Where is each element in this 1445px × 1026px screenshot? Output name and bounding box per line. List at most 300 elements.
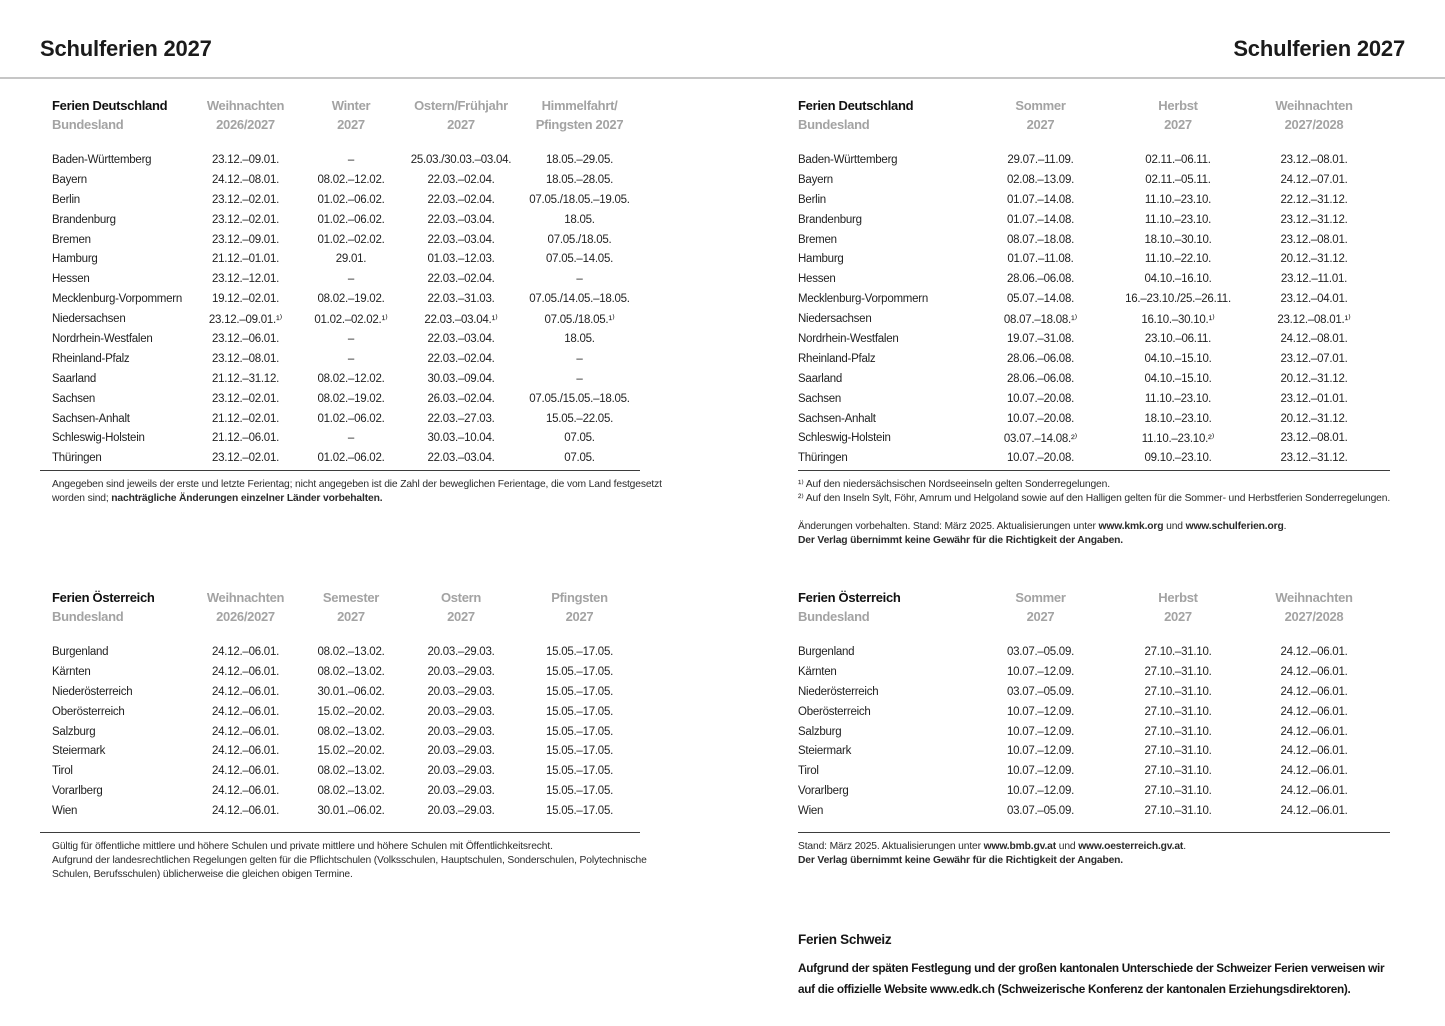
column-header <box>299 96 403 134</box>
state-name-cell: Mecklenburg-Vorpommern <box>52 293 183 306</box>
date-range-cell: 23.12.–04.01. <box>1280 293 1348 306</box>
date-range-cell: 20.03.–29.03. <box>427 705 495 718</box>
column-header-line: Winter <box>331 98 371 113</box>
table-row <box>52 662 640 682</box>
state-name-cell: Thüringen <box>798 452 848 465</box>
date-range-cell: 27.10.–31.10. <box>1144 785 1212 798</box>
date-range-cell: 24.12.–06.01. <box>211 785 280 798</box>
column-header-line: 2027 <box>447 609 475 624</box>
table-row <box>52 210 640 230</box>
date-range-cell: 01.07.–14.08. <box>1006 193 1075 206</box>
column-header-line: 2027 <box>1164 117 1192 132</box>
date-range-cell: 22.03.–03.04. <box>427 332 495 345</box>
table-row <box>798 781 1390 801</box>
date-range-cell: 23.12.–02.01. <box>211 392 280 405</box>
date-range-cell: 24.12.–06.01. <box>211 805 280 818</box>
date-range-cell: 15.05.–22.05. <box>545 412 614 425</box>
footnote-austria-right <box>798 840 1186 868</box>
column-header-line: 2027/2028 <box>1284 609 1344 624</box>
state-name-cell: Burgenland <box>52 645 109 658</box>
date-range-cell: – <box>347 153 355 166</box>
state-name-cell: Niederösterreich <box>798 685 879 698</box>
date-range-cell: 11.10.–22.10. <box>1144 253 1212 266</box>
footnote-line <box>798 506 1390 520</box>
footnote-line: Aufgrund der späten Festlegung und der großen kantonalen Unterschiede der Schweizer Ferien verweisen wir <box>798 961 1385 975</box>
date-range-cell: 03.07.–05.09. <box>1006 645 1075 658</box>
date-range-cell: 04.10.–15.10. <box>1144 352 1212 365</box>
date-range-cell: – <box>576 273 583 286</box>
table-row <box>798 761 1390 781</box>
table-row <box>798 448 1390 468</box>
table-row <box>52 428 640 448</box>
table-row <box>52 369 640 389</box>
table-row <box>798 210 1390 230</box>
column-header-line: Pfingsten <box>551 590 608 605</box>
table-row <box>798 309 1390 329</box>
footnote-line: ²⁾ Auf den Inseln Sylt, Föhr, Amrum und Helgoland sowie auf den Halligen gelten für die Sommer- und Herbstferien Sonderregelungen. <box>798 493 1391 504</box>
footnote-line: ¹⁾ Auf den niedersächsischen Nordseeinseln gelten Sonderregelungen. <box>798 479 1110 490</box>
date-range-cell: 24.12.–06.01. <box>211 765 280 778</box>
table-row <box>798 702 1390 722</box>
date-range-cell: – <box>576 352 583 365</box>
table-subtitle: Bundesland <box>52 609 124 624</box>
column-header-line: Weihnachten <box>206 98 285 113</box>
date-range-cell: 08.02.–13.02. <box>317 765 385 778</box>
table-row <box>52 249 640 269</box>
date-range-cell: 07.05./18.05.–19.05. <box>529 193 630 206</box>
date-range-cell: 11.10.–23.10. <box>1144 213 1212 226</box>
date-range-cell: 07.05.–14.05. <box>545 253 614 266</box>
date-range-cell: 30.01.–06.02. <box>317 805 385 818</box>
state-name-cell: Oberösterreich <box>52 705 125 718</box>
state-name-cell: Kärnten <box>798 665 837 678</box>
date-range-cell: 10.07.–12.09. <box>1006 745 1075 758</box>
date-range-cell: 29.07.–11.09. <box>1007 153 1074 166</box>
date-range-cell: 02.11.–06.11. <box>1145 153 1211 166</box>
date-range-cell: 24.12.–06.01. <box>211 665 280 678</box>
state-name-cell: Niederösterreich <box>52 685 133 698</box>
date-range-cell: 24.12.–07.01. <box>1280 173 1348 186</box>
table-row <box>52 349 640 369</box>
date-range-cell: 24.12.–06.01. <box>1280 745 1348 758</box>
table-row <box>798 389 1390 409</box>
date-range-cell: 27.10.–31.10. <box>1144 685 1212 698</box>
state-name-cell: Bremen <box>798 233 837 246</box>
date-range-cell: 24.12.–08.01. <box>211 173 280 186</box>
table-body <box>52 150 640 468</box>
date-range-cell: 18.05.–29.05. <box>545 153 614 166</box>
date-range-cell: 16.–23.10./25.–26.11. <box>1125 293 1231 306</box>
date-range-cell: 08.02.–13.02. <box>317 785 385 798</box>
table-title: Ferien Österreich <box>52 590 155 605</box>
date-range-cell: 22.03.–03.04. <box>427 213 495 226</box>
table-row <box>798 249 1390 269</box>
date-range-cell: 07.05. <box>564 452 595 465</box>
date-range-cell: 15.05.–17.05. <box>545 685 614 698</box>
state-name-cell: Mecklenburg-Vorpommern <box>798 293 929 306</box>
date-range-cell: 03.07.–14.08.²⁾ <box>1003 433 1078 446</box>
date-range-cell: 03.07.–05.09. <box>1006 805 1075 818</box>
state-name-cell: Wien <box>798 805 824 818</box>
table-row <box>798 682 1390 702</box>
date-range-cell: 24.12.–06.01. <box>211 645 280 658</box>
date-range-cell: 20.03.–29.03. <box>427 725 495 738</box>
date-range-cell: 15.02.–20.02. <box>317 705 385 718</box>
date-range-cell: 20.12.–31.12. <box>1280 253 1348 266</box>
table-subtitle: Bundesland <box>798 609 870 624</box>
date-range-cell: 23.12.–09.01. <box>211 153 280 166</box>
footnote-line: Der Verlag übernimmt keine Gewähr für die Richtigkeit der Angaben. <box>798 535 1124 546</box>
date-range-cell: 08.02.–12.02. <box>317 173 385 186</box>
date-range-cell: 22.03.–03.04. <box>427 233 495 246</box>
column-header <box>1118 96 1238 134</box>
column-header <box>963 96 1118 134</box>
date-range-cell: 10.07.–12.09. <box>1006 665 1075 678</box>
column-header-line: 2027 <box>1026 117 1055 132</box>
column-header <box>519 588 640 626</box>
column-header-line: Semester <box>322 590 380 605</box>
table-row <box>52 642 640 662</box>
date-range-cell: 08.02.–12.02. <box>317 372 385 385</box>
date-range-cell: 20.03.–29.03. <box>427 645 495 658</box>
table-row <box>52 170 640 190</box>
date-range-cell: – <box>347 273 355 286</box>
date-range-cell: 23.12.–02.01. <box>211 213 280 226</box>
table-row <box>52 781 640 801</box>
date-range-cell: 20.03.–29.03. <box>427 745 495 758</box>
date-range-cell: 27.10.–31.10. <box>1144 645 1212 658</box>
state-name-cell: Berlin <box>798 193 826 206</box>
date-range-cell: 23.12.–08.01.¹⁾ <box>1277 314 1351 327</box>
state-name-cell: Vorarlberg <box>798 785 849 798</box>
state-name-cell: Baden-Württemberg <box>52 153 152 166</box>
state-name-cell: Sachsen-Anhalt <box>52 412 130 425</box>
date-range-cell: 22.03.–27.03. <box>427 412 495 425</box>
date-range-cell: 27.10.–31.10. <box>1144 705 1212 718</box>
column-header-line: 2027 <box>337 609 365 624</box>
date-range-cell: 27.10.–31.10. <box>1144 805 1212 818</box>
date-range-cell: 28.06.–06.08. <box>1006 372 1075 385</box>
date-range-cell: 09.10.–23.10. <box>1144 452 1212 465</box>
date-range-cell: 20.03.–29.03. <box>427 665 495 678</box>
date-range-cell: 08.07.–18.08. <box>1006 233 1075 246</box>
table-row <box>798 150 1390 170</box>
date-range-cell: 24.12.–06.01. <box>211 725 280 738</box>
date-range-cell: 18.05. <box>564 332 595 345</box>
state-name-cell: Brandenburg <box>798 213 862 226</box>
switzerland-heading: Ferien Schweiz <box>798 932 892 947</box>
column-header-line: Weihnachten <box>206 590 285 605</box>
date-range-cell: 11.10.–23.10. <box>1144 193 1212 206</box>
state-name-cell: Bayern <box>52 173 87 186</box>
column-header-line: 2027 <box>1026 609 1055 624</box>
state-name-cell: Saarland <box>52 372 97 385</box>
date-range-cell: 08.02.–13.02. <box>317 665 385 678</box>
column-header <box>192 588 299 626</box>
state-name-cell: Tirol <box>798 765 819 778</box>
date-range-cell: 24.12.–06.01. <box>1280 665 1348 678</box>
date-range-cell: 20.03.–29.03. <box>427 785 495 798</box>
date-range-cell: 24.12.–06.01. <box>211 745 280 758</box>
column-header-line: 2026/2027 <box>216 609 275 624</box>
column-header <box>403 588 519 626</box>
date-range-cell: 21.12.–31.12. <box>211 372 280 385</box>
date-range-cell: 10.07.–20.08. <box>1006 392 1075 405</box>
footnote-line: Stand: März 2025. Aktualisierungen unter www.bmb.gv.at und www.oesterreich.gv.at. <box>798 841 1186 852</box>
state-name-cell: Brandenburg <box>52 213 116 226</box>
date-range-cell: 22.03.–02.04. <box>427 273 495 286</box>
date-range-cell: 01.02.–02.02.¹⁾ <box>314 314 388 327</box>
date-range-cell: – <box>347 332 355 345</box>
table-header <box>52 96 640 134</box>
date-range-cell: 10.07.–12.09. <box>1006 785 1075 798</box>
table-row <box>52 702 640 722</box>
date-range-cell: 27.10.–31.10. <box>1144 745 1212 758</box>
table-title-cell <box>798 96 963 134</box>
table-row <box>798 369 1390 389</box>
date-range-cell: 16.10.–30.10.¹⁾ <box>1141 314 1215 327</box>
state-name-cell: Sachsen-Anhalt <box>798 412 876 425</box>
column-header-line: 2027/2028 <box>1284 117 1344 132</box>
column-header <box>403 96 519 134</box>
date-range-cell: 24.12.–06.01. <box>1280 765 1348 778</box>
state-name-cell: Oberösterreich <box>798 705 871 718</box>
footnote-line: auf die offizielle Website www.edk.ch (Schweizerische Konferenz der kantonalen Erziehungsdirektoren). <box>798 981 1351 996</box>
date-range-cell: 04.10.–16.10. <box>1144 273 1212 286</box>
date-range-cell: – <box>576 372 583 385</box>
date-range-cell: 20.12.–31.12. <box>1280 372 1348 385</box>
date-range-cell: 10.07.–12.09. <box>1006 725 1075 738</box>
table-title: Ferien Deutschland <box>52 98 168 113</box>
date-range-cell: 15.05.–17.05. <box>545 645 614 658</box>
date-range-cell: 11.10.–23.10.²⁾ <box>1141 433 1215 446</box>
state-name-cell: Steiermark <box>52 745 106 758</box>
table-title: Ferien Deutschland <box>798 98 914 113</box>
table-header <box>52 588 640 626</box>
date-range-cell: 21.12.–01.01. <box>211 253 280 266</box>
column-header-line: 2027 <box>1164 609 1192 624</box>
date-range-cell: 22.03.–03.04. <box>427 452 495 465</box>
footnote-line: Schulen, Berufsschulen) üblicherweise die gleichen obigen Termine. <box>52 869 353 880</box>
table-row <box>52 230 640 250</box>
table-row <box>52 190 640 210</box>
column-header-line: 2027 <box>447 117 475 132</box>
table-row <box>52 682 640 702</box>
state-name-cell: Bayern <box>798 173 833 186</box>
table-row <box>52 329 640 349</box>
date-range-cell: 23.12.–12.01. <box>211 273 280 286</box>
table-title-cell <box>52 588 192 626</box>
date-range-cell: 20.03.–29.03. <box>427 685 495 698</box>
state-name-cell: Sachsen <box>52 392 96 405</box>
footnote-divider <box>798 470 1390 471</box>
date-range-cell: 07.05./15.05.–18.05. <box>529 392 630 405</box>
switzerland-note <box>798 958 1384 999</box>
table-title: Ferien Österreich <box>798 590 901 605</box>
state-name-cell: Salzburg <box>52 725 96 738</box>
date-range-cell: 30.03.–10.04. <box>427 432 495 445</box>
date-range-cell: 20.03.–29.03. <box>427 805 495 818</box>
date-range-cell: 23.12.–06.01. <box>211 332 280 345</box>
date-range-cell: 28.06.–06.08. <box>1006 352 1075 365</box>
state-name-cell: Sachsen <box>798 392 842 405</box>
state-name-cell: Rheinland-Pfalz <box>798 352 876 365</box>
date-range-cell: 27.10.–31.10. <box>1144 725 1212 738</box>
date-range-cell: 15.05.–17.05. <box>545 785 614 798</box>
date-range-cell: 30.01.–06.02. <box>317 685 385 698</box>
column-header-line: 2027 <box>337 117 365 132</box>
date-range-cell: 15.05.–17.05. <box>545 705 614 718</box>
footnote-austria-left <box>52 840 647 882</box>
date-range-cell: 26.03.–02.04. <box>427 392 495 405</box>
date-range-cell: 24.12.–06.01. <box>211 705 280 718</box>
table-row <box>52 801 640 821</box>
state-name-cell: Steiermark <box>798 745 852 758</box>
date-range-cell: 03.07.–05.09. <box>1006 685 1075 698</box>
table-header <box>798 96 1390 134</box>
footnote-line: Der Verlag übernimmt keine Gewähr für die Richtigkeit der Angaben. <box>798 855 1124 866</box>
footnote-divider <box>798 832 1390 833</box>
date-range-cell: 15.05.–17.05. <box>545 805 614 818</box>
date-range-cell: 18.10.–30.10. <box>1144 233 1212 246</box>
date-range-cell: 19.12.–02.01. <box>211 293 280 306</box>
table-row <box>798 409 1390 429</box>
date-range-cell: 27.10.–31.10. <box>1144 765 1212 778</box>
table-title-cell <box>798 588 963 626</box>
date-range-cell: – <box>347 432 355 445</box>
table-row <box>798 662 1390 682</box>
date-range-cell: 23.12.–02.01. <box>211 193 280 206</box>
date-range-cell: 24.12.–06.01. <box>1280 705 1348 718</box>
state-name-cell: Berlin <box>52 193 80 206</box>
date-range-cell: 02.08.–13.09. <box>1006 173 1075 186</box>
state-name-cell: Niedersachsen <box>52 313 126 326</box>
date-range-cell: 22.03.–02.04. <box>427 173 495 186</box>
table-austria-winter-spring <box>52 588 640 821</box>
footnote-divider <box>40 832 640 833</box>
date-range-cell: 23.12.–11.01. <box>1280 273 1348 286</box>
date-range-cell: 23.12.–31.12. <box>1280 213 1348 226</box>
table-row <box>52 309 640 329</box>
table-row <box>52 761 640 781</box>
state-name-cell: Wien <box>52 805 78 818</box>
date-range-cell: 11.10.–23.10. <box>1144 392 1212 405</box>
date-range-cell: 10.07.–20.08. <box>1006 412 1075 425</box>
column-header <box>519 96 640 134</box>
table-row <box>52 150 640 170</box>
table-row <box>52 741 640 761</box>
date-range-cell: 01.07.–14.08. <box>1006 213 1075 226</box>
state-name-cell: Tirol <box>52 765 73 778</box>
state-name-cell: Baden-Württemberg <box>798 153 898 166</box>
table-header <box>798 588 1390 626</box>
date-range-cell: 18.05.–28.05. <box>545 173 614 186</box>
footnote-divider <box>40 470 640 471</box>
date-range-cell: 15.05.–17.05. <box>545 745 614 758</box>
date-range-cell: 08.02.–13.02. <box>317 725 385 738</box>
date-range-cell: 01.02.–06.02. <box>317 412 385 425</box>
date-range-cell: 08.02.–19.02. <box>317 293 385 306</box>
column-header <box>1238 96 1390 134</box>
column-header-line: Himmelfahrt/ <box>541 98 618 113</box>
column-header-line: Sommer <box>1015 98 1066 113</box>
date-range-cell: 15.02.–20.02. <box>317 745 385 758</box>
date-range-cell: 24.12.–06.01. <box>1280 785 1348 798</box>
date-range-cell: 24.12.–08.01. <box>1280 332 1348 345</box>
date-range-cell: 21.12.–02.01. <box>211 412 280 425</box>
table-title-cell <box>52 96 192 134</box>
state-name-cell: Saarland <box>798 372 843 385</box>
date-range-cell: 25.03./30.03.–03.04. <box>410 153 512 166</box>
date-range-cell: 10.07.–12.09. <box>1006 765 1075 778</box>
date-range-cell: 02.11.–05.11. <box>1145 173 1211 186</box>
column-header-line: 2026/2027 <box>216 117 275 132</box>
column-header-line: Herbst <box>1158 590 1198 605</box>
date-range-cell: 15.05.–17.05. <box>545 665 614 678</box>
date-range-cell: 23.10.–06.11. <box>1144 332 1212 345</box>
date-range-cell: 20.03.–29.03. <box>427 765 495 778</box>
column-header <box>299 588 403 626</box>
column-header <box>1238 588 1390 626</box>
date-range-cell: 07.05./14.05.–18.05. <box>529 293 630 306</box>
table-subtitle: Bundesland <box>52 117 124 132</box>
state-name-cell: Hessen <box>52 273 90 286</box>
table-subtitle: Bundesland <box>798 117 870 132</box>
table-germany-winter-spring <box>52 96 640 468</box>
table-row <box>52 448 640 468</box>
table-row <box>798 722 1390 742</box>
table-row <box>798 269 1390 289</box>
date-range-cell: 05.07.–14.08. <box>1006 293 1075 306</box>
date-range-cell: 24.12.–06.01. <box>1280 805 1348 818</box>
date-range-cell: 24.12.–06.01. <box>1280 725 1348 738</box>
table-row <box>798 329 1390 349</box>
state-name-cell: Thüringen <box>52 452 102 465</box>
state-name-cell: Nordrhein-Westfalen <box>52 332 153 345</box>
table-body <box>798 642 1390 821</box>
table-row <box>798 642 1390 662</box>
column-header-line: Pfingsten 2027 <box>535 117 624 132</box>
state-name-cell: Salzburg <box>798 725 842 738</box>
date-range-cell: 22.03.–02.04. <box>427 193 495 206</box>
footnote-germany-right <box>798 478 1390 548</box>
date-range-cell: 07.05./18.05. <box>547 233 612 246</box>
state-name-cell: Hessen <box>798 273 836 286</box>
footnote-line: Änderungen vorbehalten. Stand: März 2025. Aktualisierungen unter www.kmk.org und www.schulferien.org. <box>798 521 1287 532</box>
table-row <box>798 741 1390 761</box>
table-row <box>52 722 640 742</box>
date-range-cell: 23.12.–08.01. <box>1280 432 1348 445</box>
table-row <box>798 190 1390 210</box>
state-name-cell: Bremen <box>52 233 91 246</box>
date-range-cell: 30.03.–09.04. <box>427 372 495 385</box>
date-range-cell: 24.12.–06.01. <box>1280 685 1348 698</box>
column-header <box>192 96 299 134</box>
table-row <box>798 349 1390 369</box>
footnote-germany-left <box>52 478 662 506</box>
date-range-cell: 27.10.–31.10. <box>1144 665 1212 678</box>
date-range-cell: 15.05.–17.05. <box>545 765 614 778</box>
table-germany-summer-autumn <box>798 96 1390 468</box>
table-row <box>798 801 1390 821</box>
date-range-cell: 01.02.–02.02. <box>317 233 385 246</box>
date-range-cell: 15.05.–17.05. <box>545 725 614 738</box>
column-header-line: 2027 <box>565 609 594 624</box>
date-range-cell: 19.07.–31.08. <box>1006 332 1075 345</box>
date-range-cell: 24.12.–06.01. <box>1280 645 1348 658</box>
table-body <box>798 150 1390 468</box>
footnote-line: Aufgrund der landesrechtlichen Regelungen gelten für die Pflichtschulen (Volksschulen, Hauptschulen, Sonderschulen, Polytechnische <box>52 855 647 866</box>
